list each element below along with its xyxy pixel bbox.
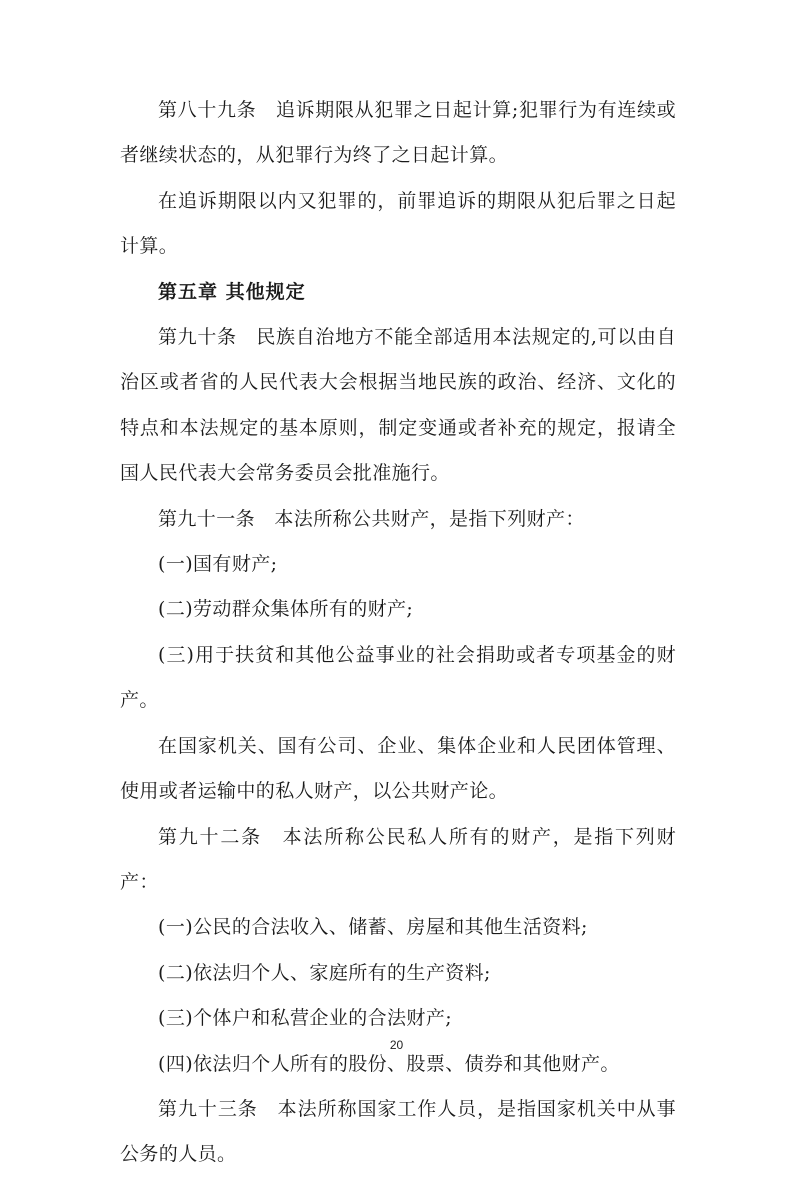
article-90-paragraph: 第九十条 民族自治地方不能全部适用本法规定的,可以由自治区或者省的人民代表大会根据当地民族的政治、经济、文化的特点和本法规定的基本原则，制定变通或者补充的规定，报请全国人民代表大会常务委员会批准施行。 <box>120 326 676 485</box>
page-number: 20 <box>389 1038 404 1052</box>
article-93-paragraph: 第九十三条 本法所称国家工作人员，是指国家机关中从事公务的人员。 <box>120 1097 676 1166</box>
article-91-item-1: (一)国有财产; <box>158 553 278 576</box>
article-92-item-2: (二)依法归个人、家庭所有的生产资料; <box>158 961 491 984</box>
article-91-item-2: (二)劳动群众集体所有的财产; <box>158 598 414 621</box>
document-body <box>120 88 676 1178</box>
article-92-item-4: (四)依法归个人所有的股份、股票、债券和其他财产。 <box>158 1052 620 1075</box>
article-92-paragraph: 第九十二条 本法所称公民私人所有的财产，是指下列财产： <box>120 825 676 893</box>
article-91-continuation-paragraph: 在国家机关、国有公司、企业、集体企业和人民团体管理、使用或者运输中的私人财产，以公共财产论。 <box>120 734 676 803</box>
article-92-item-1: (一)公民的合法收入、储蓄、房屋和其他生活资料; <box>158 916 588 939</box>
article-91-item-3: (三)用于扶贫和其他公益事业的社会捐助或者专项基金的财产。 <box>120 643 676 712</box>
chapter-heading: 第五章 其他规定 <box>158 280 306 303</box>
article-92-item-3: (三)个体户和私营企业的合法财产; <box>158 1007 453 1030</box>
article-91-paragraph: 第九十一条 本法所称公共财产，是指下列财产： <box>158 507 585 530</box>
article-89-continuation-paragraph: 在追诉期限以内又犯罪的，前罪追诉的期限从犯后罪之日起计算。 <box>120 189 676 258</box>
article-89-paragraph: 第八十九条 追诉期限从犯罪之日起计算;犯罪行为有连续或者继续状态的，从犯罪行为终了之日起计算。 <box>120 99 676 167</box>
